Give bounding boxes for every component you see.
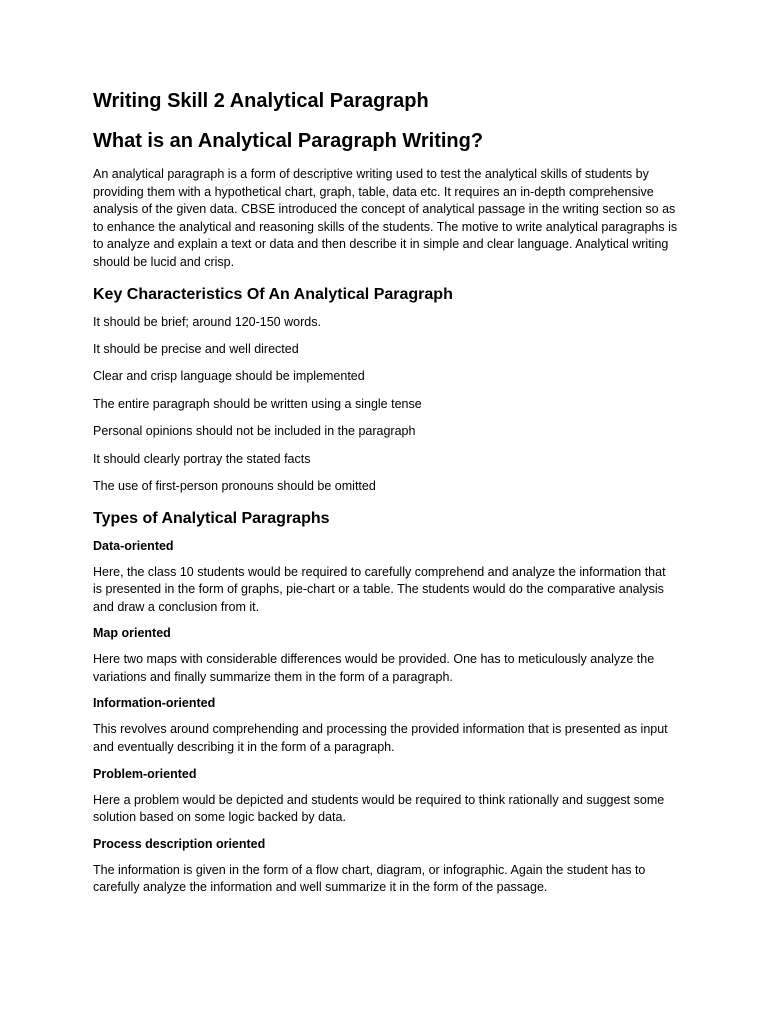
type-name: Data-oriented: [93, 538, 174, 553]
type-section-map-oriented: [93, 625, 678, 686]
type-section-problem-oriented: [93, 766, 678, 827]
intro-paragraph: An analytical paragraph is a form of descriptive writing used to test the analytical skills of students by providing them with a hypothetical chart, graph, table, data etc. It requires an in-depth comprehensive analysis of the given data. CBSE introduced the concept of analytical passage in the writing section so as to enhance the analytical and reasoning skills of the students. The motive to write analytical paragraphs is to analyze and explain a text or data and then describe it in simple and clear language. Analytical writing should be lucid and crisp.: [93, 167, 678, 269]
document-title: Writing Skill 2 Analytical Paragraph: [93, 90, 429, 112]
type-section-information-oriented: [93, 695, 678, 756]
type-name: Process description oriented: [93, 836, 266, 851]
type-name: Problem-oriented: [93, 766, 197, 781]
characteristic-item: Clear and crisp language should be implemented: [93, 369, 365, 384]
type-description: The information is given in the form of a flow chart, diagram, or infographic. Again the student has to carefully analyze the information and well summarize it in the form of the passage.: [93, 862, 646, 895]
section-heading-what-is: What is an Analytical Paragraph Writing?: [93, 130, 484, 152]
type-section-process-description-oriented: [93, 836, 678, 897]
type-name: Information-oriented: [93, 696, 216, 711]
characteristic-item: The entire paragraph should be written using a single tense: [93, 396, 422, 411]
characteristic-item: It should be brief; around 120-150 words.: [93, 314, 321, 329]
characteristics-heading: Key Characteristics Of An Analytical Paragraph: [93, 285, 453, 303]
type-description: This revolves around comprehending and processing the provided information that is presented as input and eventually describing it in the form of a paragraph.: [93, 722, 668, 755]
type-description: Here a problem would be depicted and students would be required to think rationally and suggest some solution based on some logic backed by data.: [93, 792, 665, 825]
type-description: Here two maps with considerable differences would be provided. One has to meticulously analyze the variations and finally summarize them in the form of a paragraph.: [93, 652, 655, 684]
type-description: Here, the class 10 students would be required to carefully comprehend and analyze the information that is presented in the form of graphs, pie-chart or a table. The students would do the comparative analysis and draw a conclusion from it.: [93, 564, 666, 614]
types-heading: Types of Analytical Paragraphs: [93, 509, 330, 527]
type-section-data-oriented: [93, 538, 678, 617]
characteristic-item: The use of first-person pronouns should be omitted: [93, 478, 376, 493]
characteristic-item: It should clearly portray the stated facts: [93, 451, 311, 466]
characteristic-item: Personal opinions should not be included in the paragraph: [93, 424, 416, 439]
characteristic-item: It should be precise and well directed: [93, 341, 299, 356]
type-name: Map oriented: [93, 626, 171, 641]
characteristics-list: [93, 314, 678, 496]
